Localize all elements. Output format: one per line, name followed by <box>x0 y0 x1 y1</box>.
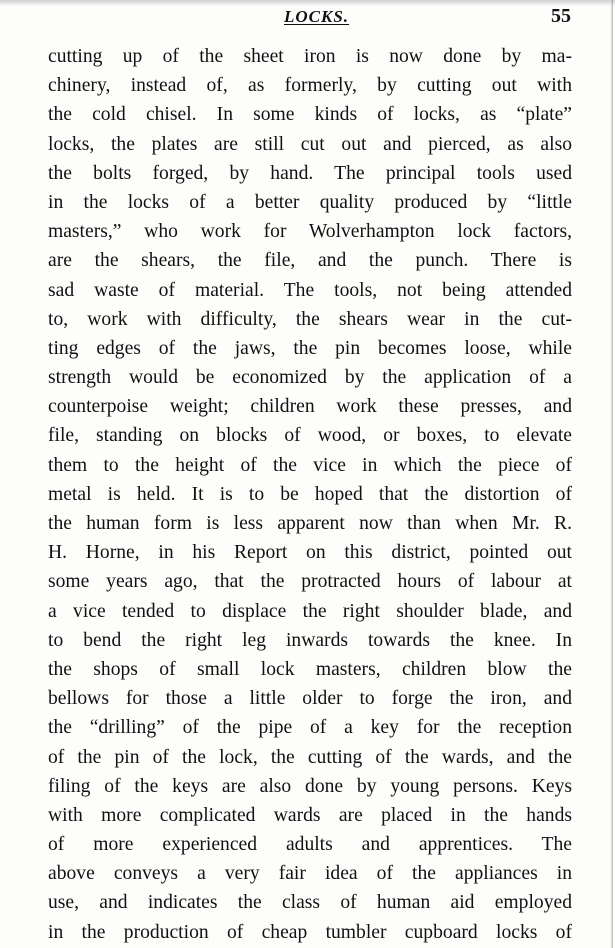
text-line: H. Horne, in his Report on this district, pointed out <box>48 542 572 564</box>
page-number: 55 <box>551 5 571 27</box>
text-line: them to the height of the vice in which the piece of <box>48 454 572 476</box>
text-line: chinery, instead of, as formerly, by cutting out with <box>48 75 572 97</box>
text-line: cutting up of the sheet iron is now done by ma- <box>48 46 572 67</box>
text-line: ting edges of the jaws, the pin becomes loose, while <box>48 337 572 359</box>
text-line: a vice tended to displace the right shoulder blade, and <box>48 600 572 622</box>
body-text <box>48 42 572 947</box>
text-line: bellows for those a little older to forge the iron, and <box>48 688 572 710</box>
text-line: in the production of cheap tumbler cupboard locks of <box>48 921 572 943</box>
running-head <box>0 4 615 30</box>
text-line: to, work with difficulty, the shears wear in the cut- <box>48 308 572 330</box>
text-line: metal is held. It is to be hoped that the distortion of <box>48 483 572 505</box>
text-line: in the locks of a better quality produced by “little <box>48 191 572 213</box>
page-binding-edge <box>610 0 613 948</box>
text-line: are the shears, the file, and the punch. There is <box>48 250 572 272</box>
text-line: some years ago, that the protracted hours of labour at <box>48 571 572 593</box>
text-line: of the pin of the lock, the cutting of the wards, and the <box>48 746 572 768</box>
text-line: with more complicated wards are placed in the hands <box>48 804 572 826</box>
text-line: locks, the plates are still cut out and pierced, as also <box>48 133 572 155</box>
running-title: LOCKS. <box>284 7 350 26</box>
text-line: sad waste of material. The tools, not being attended <box>48 279 572 301</box>
text-line: the shops of small lock masters, children blow the <box>48 658 572 680</box>
text-line: counterpoise weight; children work these presses, and <box>48 396 572 418</box>
text-line: the “drilling” of the pipe of a key for the reception <box>48 717 572 739</box>
text-line: filing of the keys are also done by young persons. Keys <box>48 775 572 797</box>
text-line: file, standing on blocks of wood, or boxes, to elevate <box>48 425 572 447</box>
text-line: the bolts forged, by hand. The principal tools used <box>48 162 572 184</box>
text-line: the human form is less apparent now than when Mr. R. <box>48 513 572 534</box>
text-line: above conveys a very fair idea of the appliances in <box>48 863 572 885</box>
text-line: the cold chisel. In some kinds of locks, as “plate” <box>48 104 572 126</box>
text-line: of more experienced adults and apprentices. The <box>48 834 572 856</box>
text-line: masters,” who work for Wolverhampton lock factors, <box>48 221 572 243</box>
text-line: use, and indicates the class of human aid employed <box>48 892 572 914</box>
text-line: strength would be economized by the application of a <box>48 367 572 389</box>
text-line: to bend the right leg inwards towards the knee. In <box>48 629 572 651</box>
